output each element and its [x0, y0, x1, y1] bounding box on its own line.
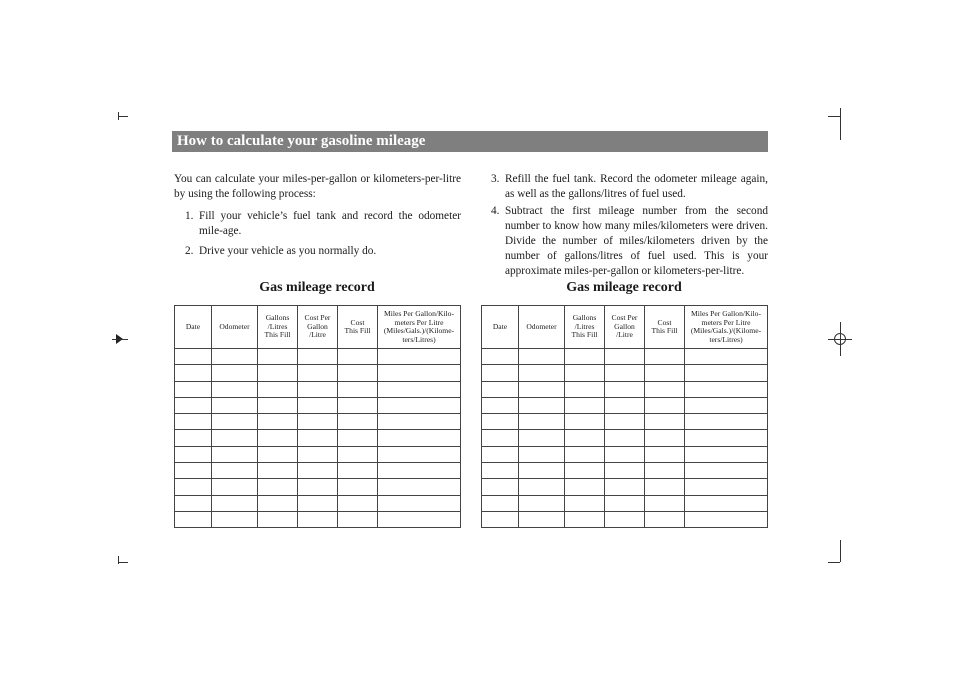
table-cell [645, 381, 685, 397]
table-cell [258, 349, 298, 365]
table-cell [298, 365, 338, 381]
table-cell [519, 430, 565, 446]
registration-vline-right [840, 322, 841, 356]
table-cell [482, 430, 519, 446]
table-cell [605, 365, 645, 381]
table-cell [298, 430, 338, 446]
table-cell [645, 365, 685, 381]
table-cell [645, 349, 685, 365]
table-cell [175, 365, 212, 381]
step-item [185, 209, 461, 239]
table-cell [685, 430, 768, 446]
table-cell [212, 349, 258, 365]
table-cell [338, 511, 378, 527]
table-cell [519, 349, 565, 365]
table-cell [685, 446, 768, 462]
table-cell [378, 365, 461, 381]
table-cell [212, 430, 258, 446]
crop-mark-top-left [118, 116, 128, 117]
table-cell [298, 495, 338, 511]
table-row [482, 365, 768, 381]
step-text: Subtract the first mileage number from the second number to know how many miles/kilometers were driven. Divide the number of miles/kilometers driven by the number of gallons/litres of fuel used. This is your approximate miles-per-gallon or kilometers-per-litre. [505, 205, 768, 277]
table-cell [685, 397, 768, 413]
column-header-mileage: Miles Per Gallon/Kilo- meters Per Litre (Miles/Gals.)/(Kilome- ters/Litres) [685, 306, 768, 349]
column-header-odometer: Odometer [519, 306, 565, 349]
table-cell [565, 381, 605, 397]
table-cell [685, 511, 768, 527]
table-cell [519, 479, 565, 495]
column-header-date: Date [482, 306, 519, 349]
table-row [482, 397, 768, 413]
column-header-gallons-litres: Gallons /Litres This Fill [565, 306, 605, 349]
table-cell [605, 349, 645, 365]
table-cell [519, 446, 565, 462]
crop-mark-top-right [828, 116, 840, 117]
table-cell [338, 381, 378, 397]
table-cell [519, 495, 565, 511]
table-row [175, 495, 461, 511]
table-cell [482, 349, 519, 365]
table-cell [565, 511, 605, 527]
table-cell [605, 463, 645, 479]
table-cell [605, 446, 645, 462]
table-cell [175, 414, 212, 430]
step-number: 3. [491, 173, 500, 185]
table-cell [645, 463, 685, 479]
table-cell [298, 446, 338, 462]
table-cell [482, 495, 519, 511]
step-item [491, 204, 768, 279]
table-cell [378, 463, 461, 479]
table-cell [212, 381, 258, 397]
table-header-row [175, 306, 461, 349]
table-cell [519, 463, 565, 479]
table-cell [298, 397, 338, 413]
crop-mark-bottom-left [118, 562, 128, 563]
table-cell [338, 397, 378, 413]
intro-paragraph: You can calculate your miles-per-gallon or kilometers-per-litre by using the following process: [174, 173, 461, 200]
table-cell [685, 414, 768, 430]
table-cell [645, 414, 685, 430]
table-cell [565, 349, 605, 365]
table-cell [482, 446, 519, 462]
table-header-row [482, 306, 768, 349]
table-row [175, 414, 461, 430]
steps-list-first [174, 209, 461, 259]
table-cell [378, 430, 461, 446]
table-row [482, 414, 768, 430]
table-cell [338, 430, 378, 446]
table-cell [565, 397, 605, 413]
column-header-cost-per-gallon: Cost Per Gallon /Litre [605, 306, 645, 349]
column-header-gallons-litres: Gallons /Litres This Fill [258, 306, 298, 349]
table-cell [645, 511, 685, 527]
steps-list-second [491, 172, 768, 279]
table-cell [258, 414, 298, 430]
column-header-date: Date [175, 306, 212, 349]
gas-mileage-record-table-left [174, 305, 461, 528]
table-cell [378, 381, 461, 397]
table-cell [175, 397, 212, 413]
table-cell [605, 479, 645, 495]
table-cell [482, 414, 519, 430]
table-cell [482, 463, 519, 479]
crop-mark-top-right-v [840, 108, 841, 140]
table-cell [298, 349, 338, 365]
table-row [175, 511, 461, 527]
table-cell [258, 463, 298, 479]
table-cell [378, 349, 461, 365]
table-row [482, 463, 768, 479]
table-cell [519, 511, 565, 527]
table-cell [482, 397, 519, 413]
table-row [482, 430, 768, 446]
column-header-cost-per-gallon: Cost Per Gallon /Litre [298, 306, 338, 349]
record-title-right: Gas mileage record [566, 280, 682, 295]
record-title-left: Gas mileage record [259, 280, 375, 295]
table-row [175, 397, 461, 413]
step-number: 2. [185, 245, 194, 257]
table-cell [685, 349, 768, 365]
table-cell [565, 414, 605, 430]
table-cell [258, 511, 298, 527]
table-cell [258, 430, 298, 446]
table-cell [258, 479, 298, 495]
table-cell [685, 381, 768, 397]
table-cell [378, 495, 461, 511]
table-cell [175, 511, 212, 527]
table-row [175, 349, 461, 365]
table-cell [605, 414, 645, 430]
table-cell [212, 446, 258, 462]
table-cell [645, 397, 685, 413]
table-cell [378, 479, 461, 495]
table-row [482, 495, 768, 511]
table-cell [565, 430, 605, 446]
step-text: Fill your vehicle’s fuel tank and record the odometer mile-age. [199, 210, 461, 237]
table-cell [212, 414, 258, 430]
table-cell [175, 479, 212, 495]
table-cell [605, 495, 645, 511]
table-cell [645, 479, 685, 495]
column-header-odometer: Odometer [212, 306, 258, 349]
table-row [175, 365, 461, 381]
step-text: Refill the fuel tank. Record the odometer mileage again, as well as the gallons/litres of fuel used. [505, 173, 768, 200]
table-cell [258, 495, 298, 511]
table-cell [298, 479, 338, 495]
table-row [175, 463, 461, 479]
table-cell [378, 446, 461, 462]
table-cell [175, 381, 212, 397]
table-cell [482, 511, 519, 527]
table-cell [338, 414, 378, 430]
table-cell [378, 511, 461, 527]
table-cell [338, 446, 378, 462]
table-cell [338, 463, 378, 479]
table-cell [212, 511, 258, 527]
table-cell [338, 365, 378, 381]
right-column [491, 172, 768, 281]
crop-mark-bottom-right-v [840, 540, 841, 562]
table-row [482, 511, 768, 527]
registration-line-left [112, 339, 128, 340]
table-cell [685, 495, 768, 511]
table-cell [175, 446, 212, 462]
table-cell [605, 381, 645, 397]
column-header-mileage: Miles Per Gallon/Kilo- meters Per Litre (Miles/Gals.)/(Kilome- ters/Litres) [378, 306, 461, 349]
table-cell [298, 463, 338, 479]
table-cell [175, 430, 212, 446]
table-cell [298, 414, 338, 430]
column-header-cost-this-fill: Cost This Fill [338, 306, 378, 349]
table-cell [175, 495, 212, 511]
table-cell [565, 463, 605, 479]
gas-mileage-record-table-right [481, 305, 768, 528]
table-cell [175, 349, 212, 365]
table-cell [212, 479, 258, 495]
table-cell [685, 365, 768, 381]
table-cell [605, 430, 645, 446]
step-item [491, 172, 768, 202]
table-cell [685, 479, 768, 495]
record-rows [482, 349, 768, 528]
table-cell [212, 365, 258, 381]
table-cell [482, 479, 519, 495]
record-rows [175, 349, 461, 528]
table-cell [519, 365, 565, 381]
table-cell [565, 365, 605, 381]
table-cell [258, 365, 298, 381]
table-cell [338, 479, 378, 495]
table-row [175, 381, 461, 397]
table-cell [645, 495, 685, 511]
table-cell [519, 414, 565, 430]
step-number: 4. [491, 205, 500, 217]
table-row [175, 446, 461, 462]
table-cell [338, 349, 378, 365]
table-cell [258, 381, 298, 397]
step-item [185, 244, 461, 259]
table-cell [212, 463, 258, 479]
table-row [482, 446, 768, 462]
table-cell [482, 365, 519, 381]
table-cell [565, 446, 605, 462]
table-row [482, 381, 768, 397]
table-cell [258, 397, 298, 413]
table-cell [645, 430, 685, 446]
crop-mark-bottom-right [828, 562, 840, 563]
left-column [174, 172, 461, 264]
table-cell [298, 381, 338, 397]
table-cell [482, 381, 519, 397]
table-cell [519, 381, 565, 397]
table-row [482, 479, 768, 495]
table-cell [258, 446, 298, 462]
table-cell [519, 397, 565, 413]
table-cell [175, 463, 212, 479]
table-row [482, 349, 768, 365]
table-cell [298, 511, 338, 527]
table-cell [645, 446, 685, 462]
table-row [175, 479, 461, 495]
crop-mark-bottom-left-v [118, 556, 119, 564]
table-cell [565, 479, 605, 495]
column-header-cost-this-fill: Cost This Fill [645, 306, 685, 349]
table-cell [338, 495, 378, 511]
section-title-banner: How to calculate your gasoline mileage [172, 131, 768, 152]
table-cell [212, 495, 258, 511]
table-cell [378, 414, 461, 430]
step-number: 1. [185, 210, 194, 222]
crop-mark-top-left-v [118, 112, 119, 120]
table-cell [565, 495, 605, 511]
step-text: Drive your vehicle as you normally do. [199, 245, 377, 257]
table-cell [212, 397, 258, 413]
table-cell [685, 463, 768, 479]
table-cell [605, 511, 645, 527]
table-cell [378, 397, 461, 413]
table-cell [605, 397, 645, 413]
table-row [175, 430, 461, 446]
